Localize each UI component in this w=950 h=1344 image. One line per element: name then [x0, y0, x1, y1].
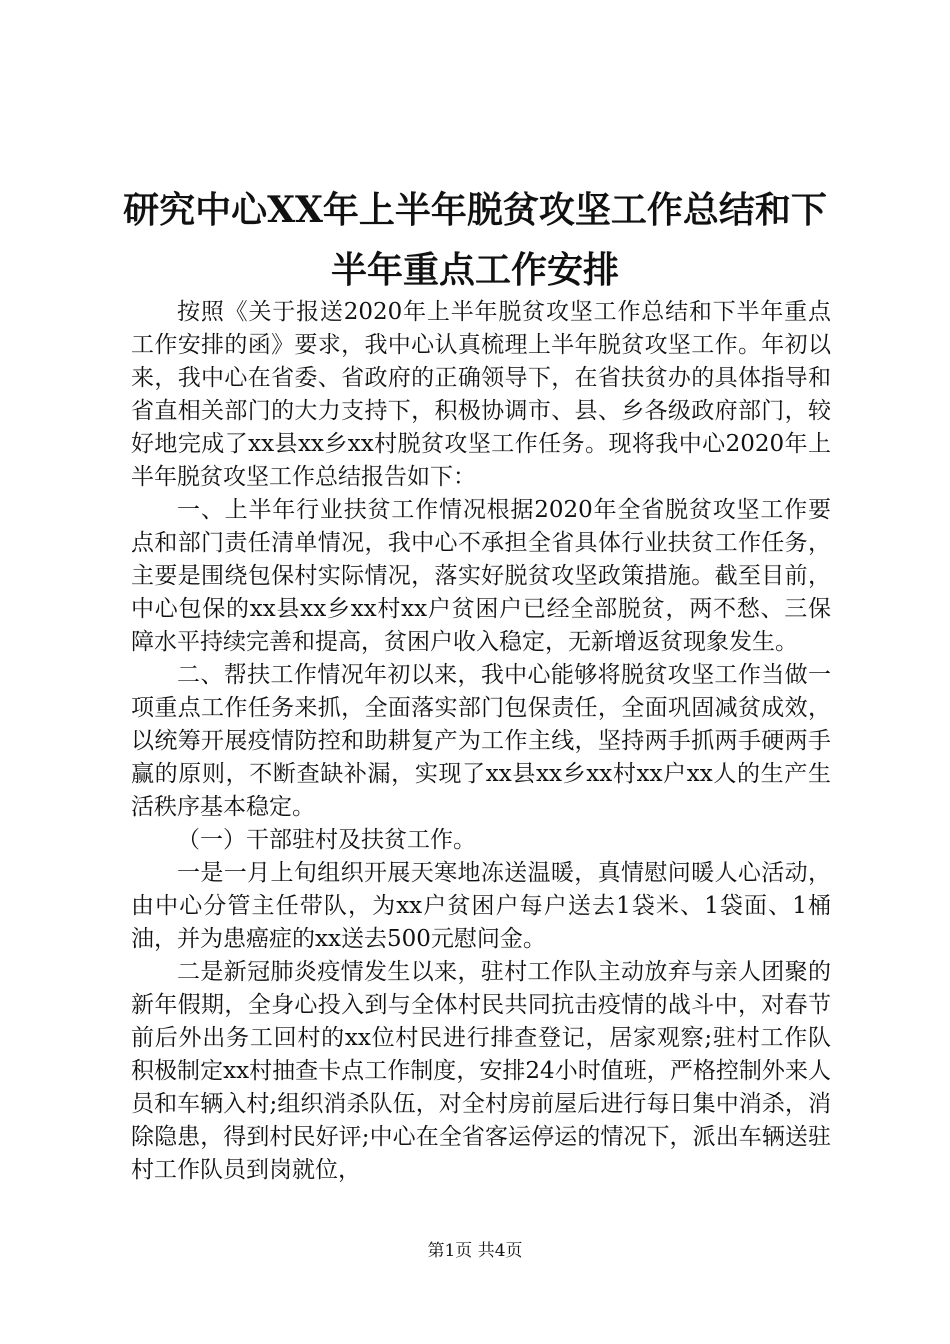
document-title-line-1: 研究中心XX年上半年脱贫攻坚工作总结和下 [123, 189, 827, 231]
document-body [131, 296, 831, 1187]
paragraph-intro: 按照《关于报送2020年上半年脱贫攻坚工作总结和下半年重点工作安排的函》要求，我中心认真梳理上半年脱贫攻坚工作。年初以来，我中心在省委、省政府的正确领导下，在省扶贫办的具体指导和省直相关部门的大力支持下，积极协调市、县、乡各级政府部门，较好地完成了xx县xx乡xx村脱贫攻坚工作任务。现将我中心2020年上半年脱贫攻坚工作总结报告如下： [131, 299, 831, 490]
paragraph-item-2: 二是新冠肺炎疫情发生以来，驻村工作队主动放弃与亲人团聚的新年假期，全身心投入到与全体村民共同抗击疫情的战斗中，对春节前后外出务工回村的xx位村民进行排查登记，居家观察;驻村工作队积极制定xx村抽查卡点工作制度，安排24小时值班，严格控制外来人员和车辆入村;组织消杀队伍，对全村房前屋后进行每日集中消杀，消除隐患，得到村民好评;中心在全省客运停运的情况下，派出车辆送驻村工作队员到岗就位， [131, 959, 831, 1183]
paragraph-section-2: 二、帮扶工作情况年初以来，我中心能够将脱贫攻坚工作当做一项重点工作任务来抓，全面落实部门包保责任，全面巩固减贫成效，以统筹开展疫情防控和助耕复产为工作主线，坚持两手抓两手硬两手赢的原则，不断查缺补漏，实现了xx县xx乡xx村xx户xx人的生产生活秩序基本稳定。 [131, 662, 831, 820]
subheading-cadre-work: （一）干部驻村及扶贫工作。 [177, 827, 476, 853]
page-footer: 第1页 共4页 [427, 1241, 523, 1261]
paragraph-section-1: 一、上半年行业扶贫工作情况根据2020年全省脱贫攻坚工作要点和部门责任清单情况，我中心不承担全省具体行业扶贫工作任务，主要是围绕包保村实际情况，落实好脱贫攻坚政策措施。截至目前，中心包保的xx县xx乡xx村xx户贫困户已经全部脱贫，两不愁、三保障水平持续完善和提高，贫困户收入稳定，无新增返贫现象发生。 [131, 497, 831, 655]
document-title-line-2: 半年重点工作安排 [330, 249, 619, 291]
paragraph-item-1: 一是一月上旬组织开展天寒地冻送温暖，真情慰问暖人心活动，由中心分管主任带队，为xx户贫困户每户送去1袋米、1袋面、1桶油，并为患癌症的xx送去500元慰问金。 [131, 860, 831, 952]
